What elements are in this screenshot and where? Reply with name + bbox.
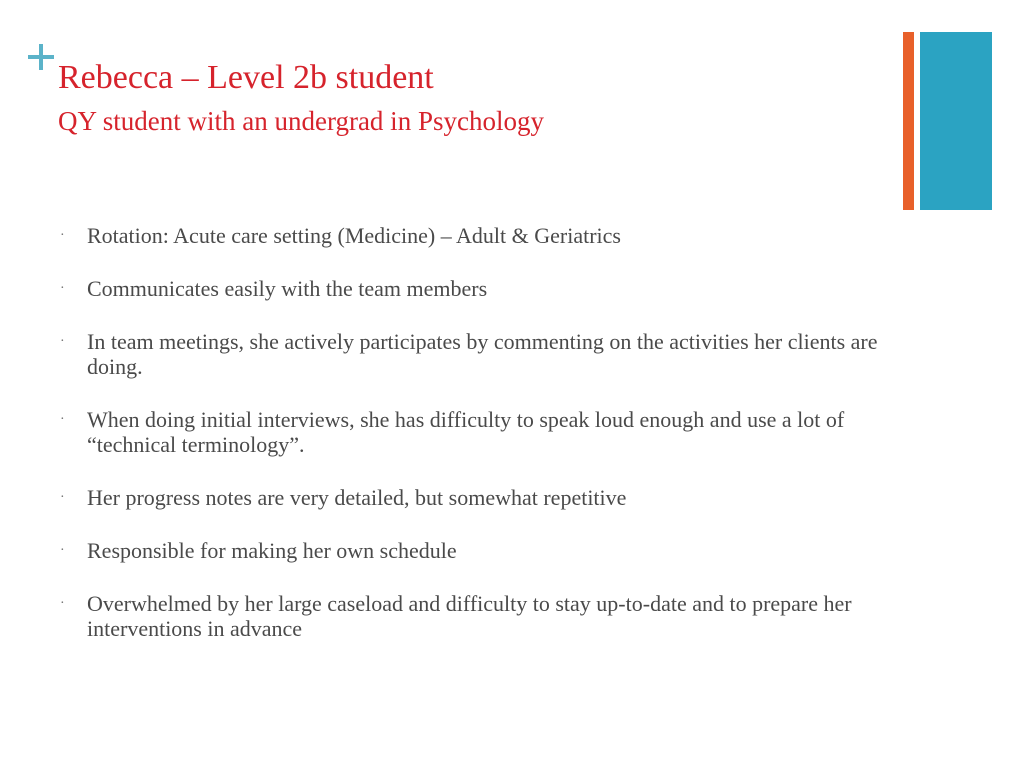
bullet-text: In team meetings, she actively participates by commenting on the activities her clients are doing. xyxy=(87,329,878,379)
bullet-text: Overwhelmed by her large caseload and difficulty to stay up-to-date and to prepare her interventions in advance xyxy=(87,591,852,641)
bullet-item xyxy=(58,485,898,510)
bullet-item xyxy=(58,223,898,248)
bullet-text: When doing initial interviews, she has difficulty to speak loud enough and use a lot of “technical terminology”. xyxy=(87,407,845,457)
accent-bar-blue xyxy=(920,32,992,210)
bullet-item xyxy=(58,276,898,301)
accent-bar-orange xyxy=(903,32,914,210)
bullet-item xyxy=(58,538,898,563)
bullet-text: Responsible for making her own schedule xyxy=(87,538,457,563)
bullet-dot: · xyxy=(60,228,65,243)
bullet-dot: · xyxy=(60,412,65,427)
bullet-dot: · xyxy=(60,543,65,558)
bullet-text: Her progress notes are very detailed, but somewhat repetitive xyxy=(87,485,627,510)
slide-title: Rebecca – Level 2b student xyxy=(58,59,434,96)
bullet-list xyxy=(58,223,898,669)
bullet-dot: · xyxy=(60,596,65,611)
plus-icon xyxy=(28,44,54,70)
bullet-item xyxy=(58,329,898,379)
bullet-text: Communicates easily with the team members xyxy=(87,276,488,301)
bullet-item xyxy=(58,407,898,457)
bullet-dot: · xyxy=(60,281,65,296)
bullet-item xyxy=(58,591,898,641)
slide-subtitle: QY student with an undergrad in Psychology xyxy=(58,106,544,136)
bullet-text: Rotation: Acute care setting (Medicine) – Adult & Geriatrics xyxy=(87,223,621,248)
bullet-dot: · xyxy=(60,490,65,505)
bullet-dot: · xyxy=(60,334,65,349)
